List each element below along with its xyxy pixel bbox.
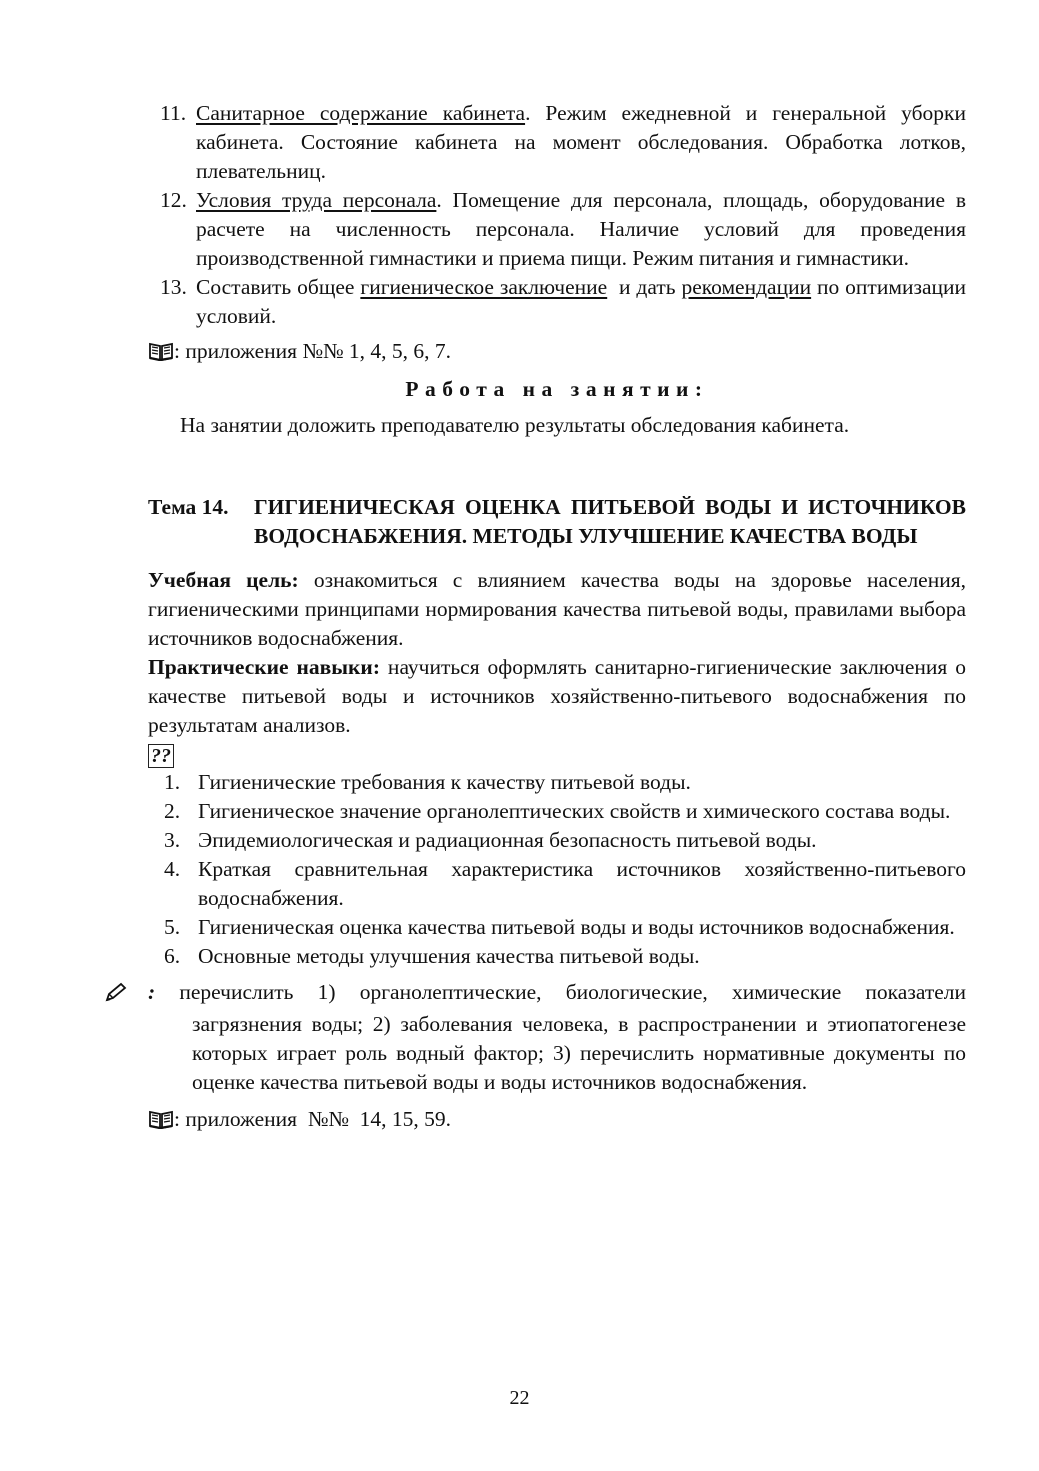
item-text: Составить общее гигиеническое заключение и дать рекомендации по оптимизации условий. [196,275,966,328]
goal-label: Учебная цель: [148,568,299,592]
list-item: 4. Краткая сравнительная характеристика источников хозяйственно-питьевого водоснабжения. [164,857,966,910]
page-number: 22 [509,1387,530,1409]
item-number: 12. [160,188,187,212]
skills-label: Практические навыки: [148,655,380,679]
questions-list [164,768,966,971]
underlined-term: гигиеническое заключение [360,275,608,299]
item-number: 11. [160,101,187,125]
book-icon [148,340,174,369]
book-icon [148,1108,174,1137]
list-item: 1. Гигиенические требования к качеству питьевой воды. [164,770,691,794]
questions-marker [148,742,966,768]
page-content [148,99,966,1137]
task-paragraph: : перечислить 1) органолептические, биологические, химические показатели загрязнения воды; 2) заболевания человека, в распространении и этиопатогенезе которых играет роль водный фактор; 3) перечислить нормативные документы по оценке качества питьевой воды и воды источников водоснабжения. [148,978,966,1097]
list-item: 6. Основные методы улучшения качества питьевой воды. [164,944,700,968]
topic-heading [148,493,966,551]
list-item [160,186,966,273]
appendix-reference: : приложения №№ 14, 15, 59. [148,1105,966,1137]
practical-skills: Практические навыки: научиться оформлять санитарно-гигиенические заключения о качестве питьевой воды и источников хозяйственно-питьевого водоснабжения по результатам анализов. [148,655,966,737]
list-item: 5. Гигиеническая оценка качества питьевой воды и воды источников водоснабжения. [164,915,955,939]
item-text: Условия труда персонала. Помещение для персонала, площадь, оборудование в расчете на численность персонала. Наличие условий для проведения производственной гимнастики и приема пищи. Режим питания и гимнастики. [196,188,966,270]
topic-label: Тема 14. [148,495,229,519]
list-item: 3. Эпидемиологическая и радиационная безопасность питьевой воды. [164,828,817,852]
list-item [160,99,966,186]
underlined-term: Условия труда персонала [196,188,437,212]
work-text: На занятии доложить преподавателю результаты обследования кабинета. [180,413,850,437]
learning-goal: Учебная цель: ознакомиться с влиянием качества воды на здоровье населения, гигиеническими принципами нормирования качества питьевой воды, правилами выбора источников водоснабжения. [148,568,966,650]
topic-title: ГИГИЕНИЧЕСКАЯ ОЦЕНКА ПИТЬЕВОЙ ВОДЫ И ИСТОЧНИКОВ ВОДОСНАБЖЕНИЯ. МЕТОДЫ УЛУЧШЕНИЕ КАЧЕСТВА ВОДЫ [254,495,966,548]
list-item: 2. Гигиеническое значение органолептических свойств и химического состава воды. [164,799,951,823]
underlined-term: Санитарное содержание кабинета [196,101,526,125]
question-icon: ?? [148,744,174,768]
item-number: 13. [160,275,187,299]
item-text: Санитарное содержание кабинета. Режим ежедневной и генеральной уборки кабинета. Состояние кабинета на момент обследования. Обработка лотков, плевательниц. [196,101,966,183]
underlined-term: рекомендации [681,275,812,299]
work-heading: Работа на занятии: [405,377,709,401]
continued-list [160,99,966,331]
list-item [160,273,966,331]
appendix-reference: : приложения №№ 1, 4, 5, 6, 7. [148,337,966,369]
